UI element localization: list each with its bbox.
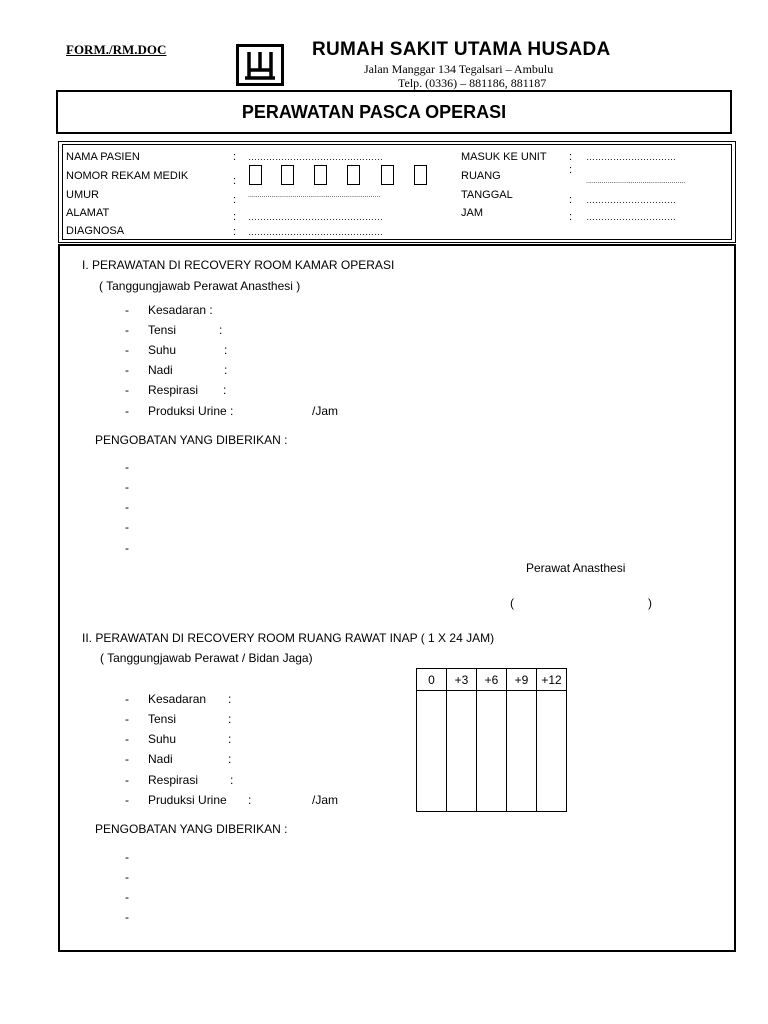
colon: : [233,226,237,238]
s1-item-produksi-urine: Produksi Urine : [148,404,234,418]
colon: : [248,793,252,807]
s1-unit-jam: /Jam [312,404,339,418]
s1-item-respirasi: Respirasi [148,383,199,397]
label-umur: UMUR [66,189,99,201]
colon: : [569,151,573,163]
list-dash: - [125,773,129,787]
list-dash: - [125,500,129,514]
nama-pasien-field[interactable]: ……………………………………… [248,152,383,162]
list-dash: - [125,343,129,357]
rekam-medik-box-4[interactable] [347,165,360,185]
section1-heading: I. PERAWATAN DI RECOVERY ROOM KAMAR OPERASI [82,258,395,272]
schedule-header: +3 [447,669,477,691]
colon: : [233,151,237,163]
list-dash: - [125,541,129,555]
colon: : [233,194,237,206]
list-dash: - [125,323,129,337]
list-dash: - [125,303,129,317]
list-dash: - [125,793,129,807]
list-dash: - [125,752,129,766]
rekam-medik-box-6[interactable] [414,165,427,185]
masuk-ke-unit-field[interactable]: ………………………… [586,152,676,162]
section2-heading: II. PERAWATAN DI RECOVERY ROOM RUANG RAWAT INAP ( 1 X 24 JAM) [82,631,495,645]
signature-paren-close: ) [648,596,652,610]
rekam-medik-box-2[interactable] [281,165,294,185]
label-jam: JAM [461,207,483,219]
label-nomor-rekam-medik: NOMOR REKAM MEDIK [66,170,189,182]
jam-field[interactable]: ………………………… [586,212,676,222]
colon: : [224,363,228,377]
s1-item-kesadaran: Kesadaran : [148,303,213,317]
colon: : [228,692,232,706]
observation-schedule-table [416,668,567,812]
s2-item-nadi: Nadi [148,752,173,766]
schedule-cell[interactable] [507,691,537,812]
colon: : [228,732,232,746]
schedule-header: +6 [477,669,507,691]
s1-meds-heading: PENGOBATAN YANG DIBERIKAN : [95,433,288,447]
s2-meds-heading: PENGOBATAN YANG DIBERIKAN : [95,822,288,836]
colon: : [233,175,237,187]
umur-field[interactable]: .................................................................... [248,192,381,199]
tanggal-field[interactable]: ………………………… [586,195,676,205]
s2-item-suhu: Suhu [148,732,177,746]
label-masuk-ke-unit: MASUK KE UNIT [461,151,547,163]
hospital-address: Jalan Manggar 134 Tegalsari – Ambulu [364,62,554,76]
list-dash: - [125,910,129,924]
rekam-medik-box-3[interactable] [314,165,327,185]
form-code: FORM./RM.DOC [66,42,167,57]
s2-item-respirasi: Respirasi [148,773,199,787]
colon: : [569,164,573,176]
s2-item-tensi: Tensi [148,712,177,726]
schedule-cell[interactable] [537,691,567,812]
list-dash: - [125,404,129,418]
s1-item-suhu: Suhu [148,343,177,357]
s1-item-tensi: Tensi [148,323,177,337]
colon: : [228,752,232,766]
list-dash: - [125,480,129,494]
colon: : [233,211,237,223]
list-dash: - [125,890,129,904]
ruang-field[interactable]: ................................................... [586,178,686,185]
colon: : [569,211,573,223]
hospital-name: RUMAH SAKIT UTAMA HUSADA [312,39,611,60]
label-nama-pasien: NAMA PASIEN [66,151,140,163]
list-dash: - [125,383,129,397]
schedule-cell[interactable] [477,691,507,812]
s2-unit-jam: /Jam [312,793,339,807]
list-dash: - [125,460,129,474]
list-dash: - [125,712,129,726]
page-title: PERAWATAN PASCA OPERASI [241,102,507,122]
s2-item-kesadaran: Kesadaran [148,692,207,706]
signer-label: Perawat Anasthesi [526,561,626,575]
colon: : [224,343,228,357]
signature-paren-open: ( [510,596,514,610]
colon: : [569,194,573,206]
alamat-field[interactable]: ……………………………………… [248,212,383,222]
s2-item-produksi-urine: Pruduksi Urine [148,793,227,807]
colon: : [228,712,232,726]
rekam-medik-box-1[interactable] [249,165,262,185]
list-dash: - [125,692,129,706]
list-dash: - [125,850,129,864]
list-dash: - [125,520,129,534]
s1-item-nadi: Nadi [148,363,173,377]
diagnosa-field[interactable]: ……………………………………… [248,227,383,237]
colon: : [230,773,234,787]
schedule-cell[interactable] [417,691,447,812]
label-ruang: RUANG [461,170,501,182]
label-alamat: ALAMAT [66,207,110,219]
section1-subheading: ( Tanggungjawab Perawat Anasthesi ) [99,279,301,293]
schedule-header: +12 [537,669,567,691]
section2-subheading: ( Tanggungjawab Perawat / Bidan Jaga) [100,651,313,665]
label-tanggal: TANGGAL [461,189,513,201]
colon: : [223,383,227,397]
hospital-logo-icon [236,44,284,86]
colon: : [219,323,223,337]
schedule-header: +9 [507,669,537,691]
schedule-header: 0 [417,669,447,691]
schedule-cell[interactable] [447,691,477,812]
rekam-medik-box-5[interactable] [381,165,394,185]
list-dash: - [125,732,129,746]
label-diagnosa: DIAGNOSA [66,225,125,237]
list-dash: - [125,870,129,884]
hospital-phone: Telp. (0336) – 881186, 881187 [398,76,547,90]
list-dash: - [125,363,129,377]
